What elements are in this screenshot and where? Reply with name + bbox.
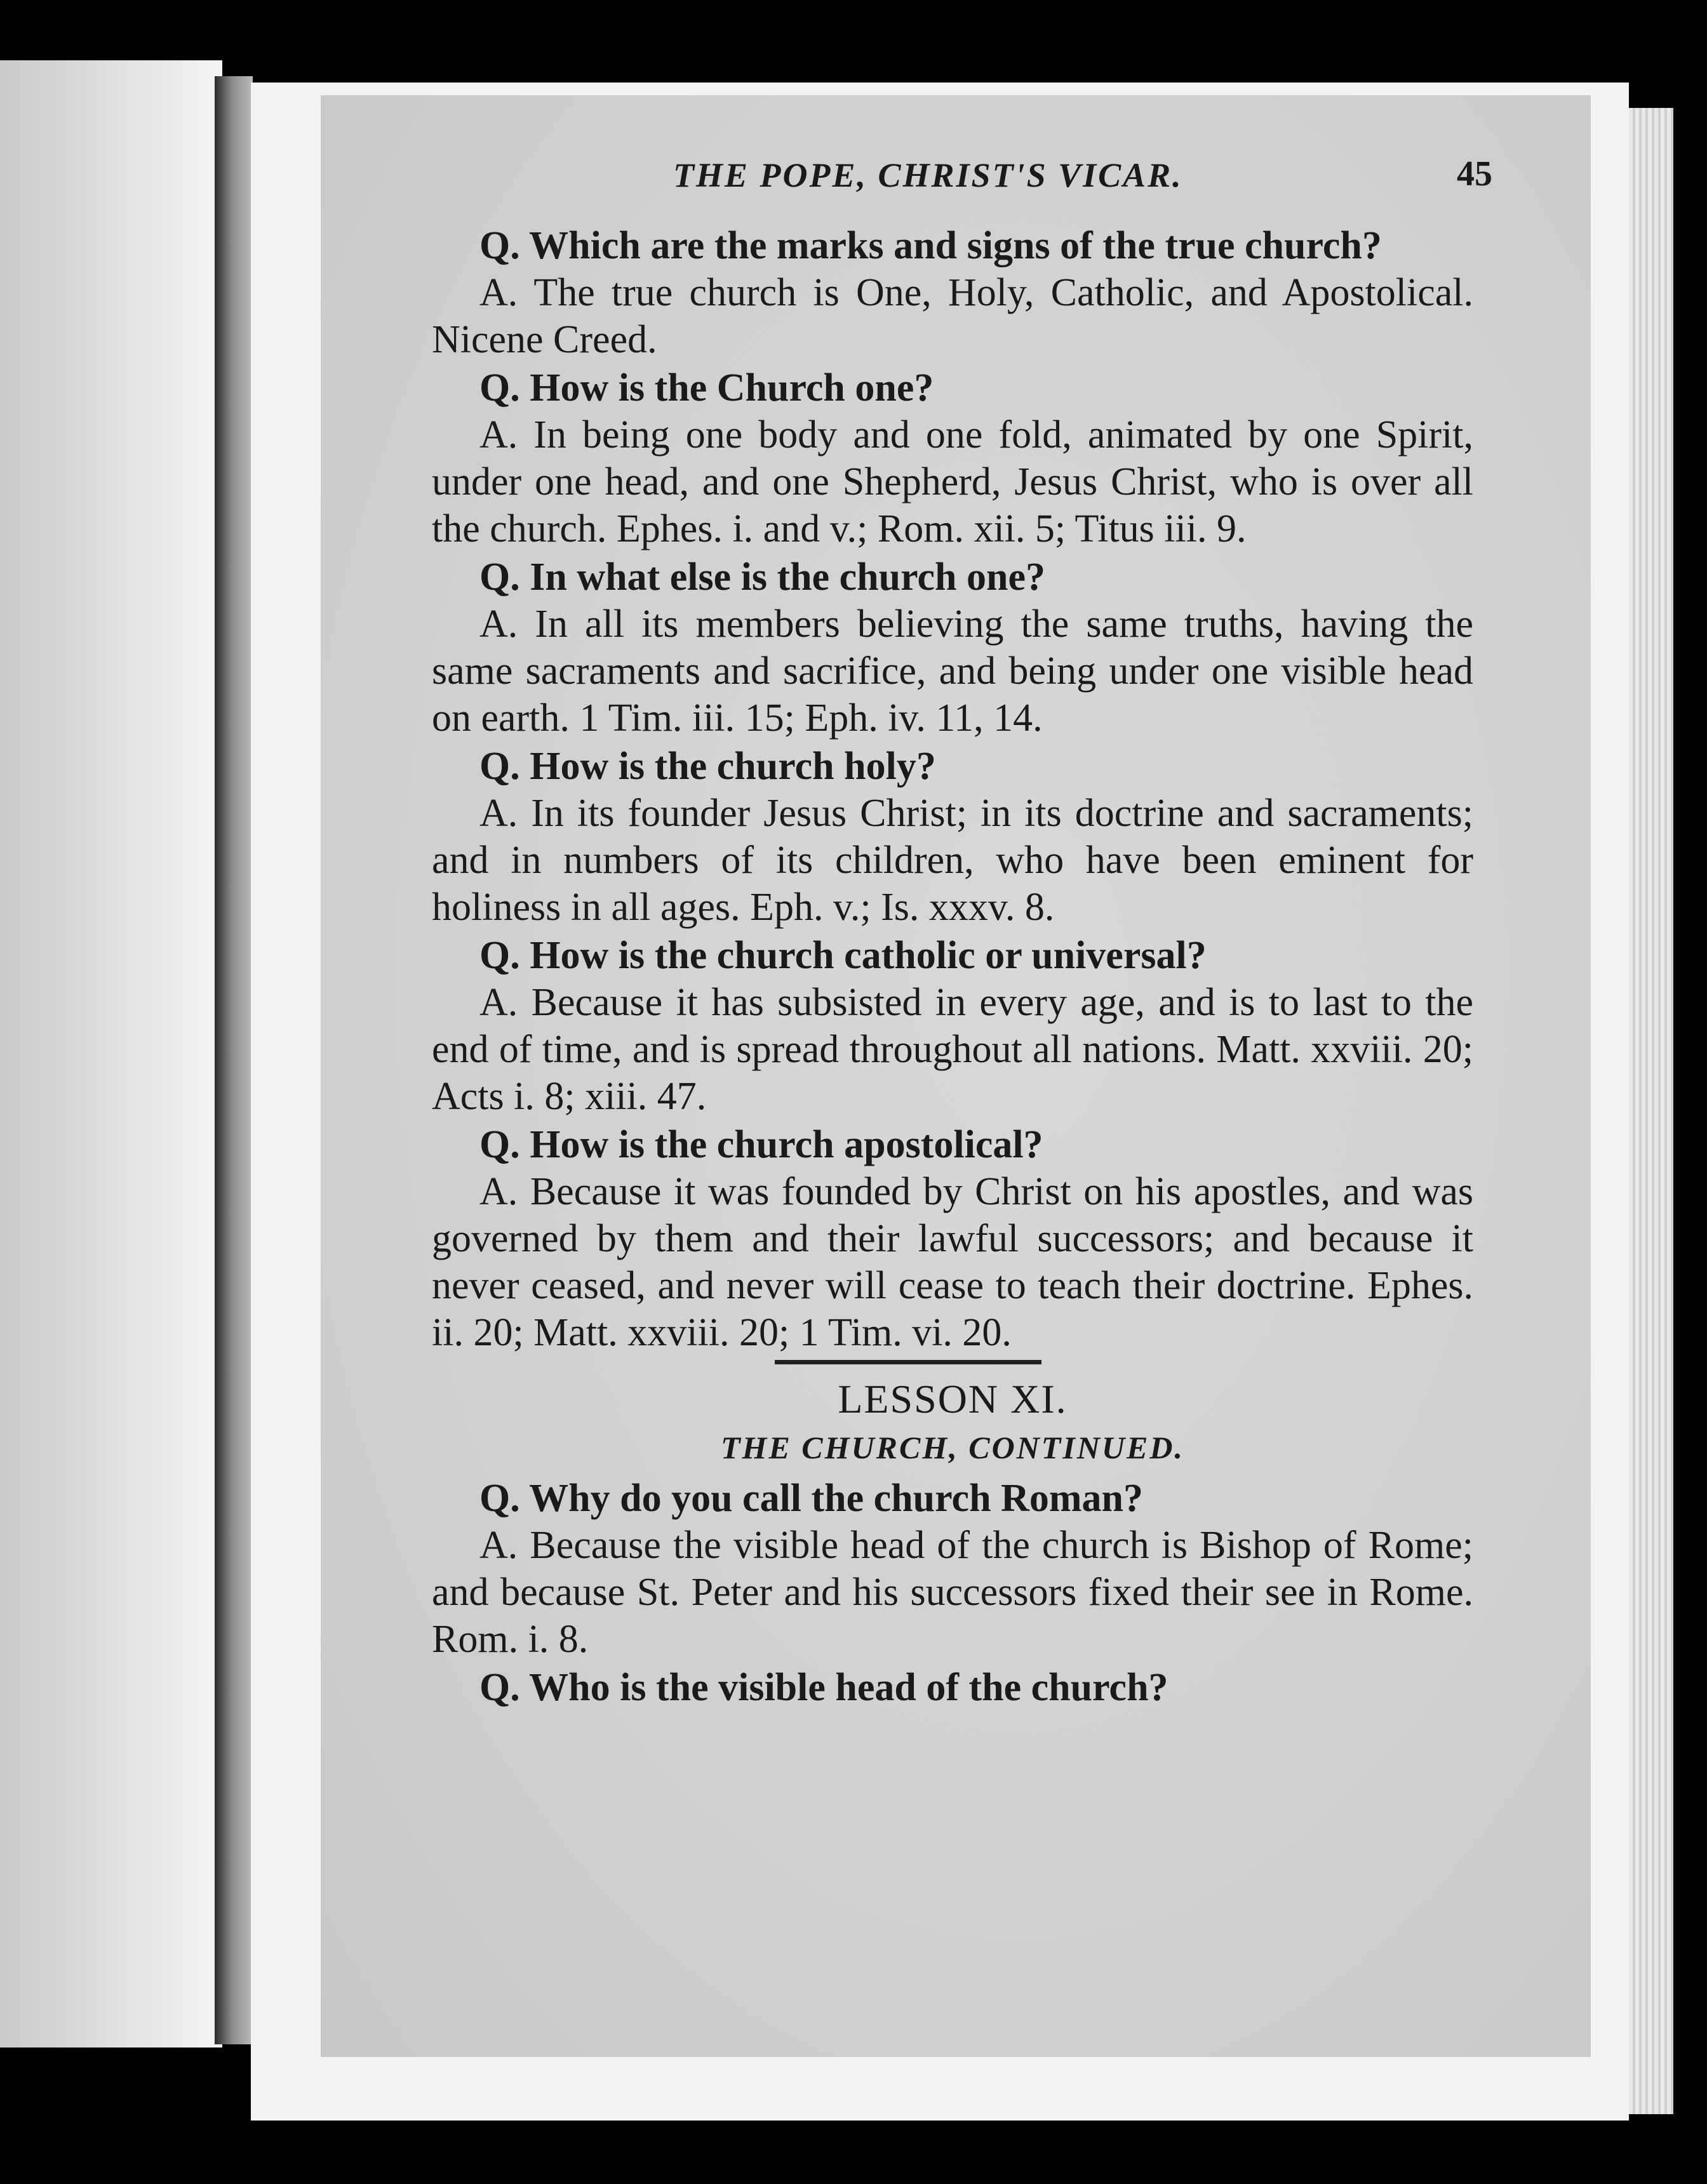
question: Q. In what else is the church one? [479,556,1046,599]
answer: A. The true church is One, Holy, Catholic, and Apostolical. Nicene Creed. [432,271,1473,361]
question: Q. How is the church catholic or universal? [479,934,1207,977]
page-content [432,146,1492,1711]
qa-section-2 [432,1475,1473,1711]
left-page-edge [0,60,222,2048]
section-divider [775,1360,1041,1364]
answer: A. In all its members believing the same truths, having the same sacraments and sacrifice, and being under one visible head on earth. 1 Tim. iii. 15; Eph. iv. 11, 14. [432,603,1473,740]
page-edges [1629,108,1673,2114]
page-number: 45 [1457,154,1492,194]
question: Q. Why do you call the church Roman? [479,1477,1143,1520]
answer: A. Because it has subsisted in every age, and is to last to the end of time, and is spread throughout all nations. Matt. xxviii. 20; Acts i. 8; xiii. 47. [432,981,1473,1118]
book-gutter [215,76,253,2044]
answer: A. In being one body and one fold, animated by one Spirit, under one head, and one Shepherd, Jesus Christ, who is over all the church. Ephes. i. and v.; Rom. xii. 5; Titus iii. 9. [432,413,1473,550]
answer: A. Because it was founded by Christ on his apostles, and was governed by them and their lawful successors; and because it never ceased, and never will cease to teach their doctrine. Ephes. ii. 20; Matt. xxviii. 20; 1 Tim. vi. 20. [432,1170,1473,1354]
answer: A. In its founder Jesus Christ; in its doctrine and sacraments; and in numbers of its children, who have been eminent for holiness in all ages. Eph. v.; Is. xxxv. 8. [432,792,1473,929]
answer: A. Because the visible head of the church is Bishop of Rome; and because St. Peter and his successors fixed their see in Rome. Rom. i. 8. [432,1524,1473,1661]
question: Q. How is the church holy? [479,745,936,788]
question: Q. Who is the visible head of the church? [479,1666,1168,1709]
lesson-title: LESSON XI. [838,1376,1068,1422]
qa-section-1 [432,222,1473,1356]
question: Q. How is the church apostolical? [479,1123,1043,1166]
question: Q. Which are the marks and signs of the true church? [479,224,1382,267]
lesson-subtitle: THE CHURCH, CONTINUED. [721,1430,1184,1465]
running-header [432,146,1492,222]
question: Q. How is the Church one? [479,366,934,410]
running-title: THE POPE, CHRIST'S VICAR. [673,156,1183,194]
